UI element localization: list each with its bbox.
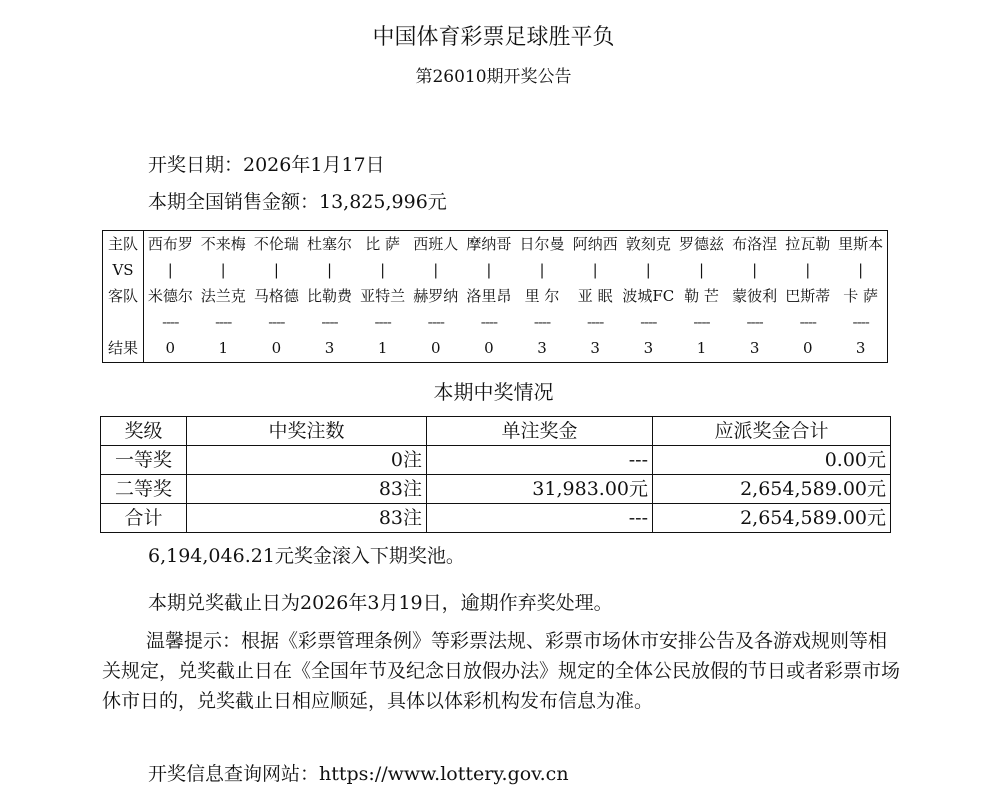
separator-dash: ---- bbox=[427, 312, 444, 331]
away-team: 巴斯蒂 bbox=[785, 286, 831, 305]
match-result: 0 bbox=[802, 339, 813, 357]
draw-date: 开奖日期：2026年1月17日 bbox=[148, 154, 385, 176]
sales-amount: 本期全国销售金额：13,825,996元 bbox=[148, 191, 447, 213]
home-team: 拉瓦勒 bbox=[785, 234, 831, 253]
home-team: 杜塞尔 bbox=[306, 234, 352, 253]
prize-level: 合计 bbox=[101, 504, 187, 533]
match-result: 3 bbox=[855, 339, 866, 357]
separator-dash: ---- bbox=[268, 312, 285, 331]
away-team: 卡 萨 bbox=[843, 286, 879, 305]
vs-mark: | bbox=[752, 260, 758, 279]
match-result: 0 bbox=[484, 339, 494, 357]
match-result: 0 bbox=[431, 339, 441, 357]
separator-dash: ---- bbox=[215, 312, 232, 331]
separator-dash: ---- bbox=[480, 312, 498, 331]
home-team: 里斯本 bbox=[838, 234, 884, 253]
prize-header-row bbox=[101, 417, 891, 446]
vs-label: VS bbox=[103, 257, 144, 283]
home-team: 西班人 bbox=[413, 234, 459, 253]
separator-dash: ---- bbox=[321, 312, 338, 331]
prize-count: 83注 bbox=[187, 475, 427, 504]
vs-mark: | bbox=[433, 260, 439, 279]
away-team: 亚特兰 bbox=[360, 286, 406, 305]
prize-table bbox=[100, 416, 891, 533]
vs-mark: | bbox=[805, 260, 811, 279]
home-team: 西布罗 bbox=[147, 234, 193, 253]
match-result: 1 bbox=[218, 339, 228, 357]
vs-mark: | bbox=[645, 260, 651, 279]
draw-number: 第26010期开奖公告 bbox=[415, 67, 572, 87]
separator-dash: ---- bbox=[746, 312, 763, 331]
away-team: 里 尔 bbox=[524, 286, 560, 305]
separator-dash: ---- bbox=[374, 312, 391, 331]
away-team: 比勒费 bbox=[306, 286, 352, 305]
vs-mark: | bbox=[698, 260, 704, 279]
vs-mark: | bbox=[220, 260, 226, 279]
separator-dash: ---- bbox=[533, 312, 551, 331]
prize-total: 2,654,589.00元 bbox=[653, 504, 891, 533]
notice-text: 温馨提示：根据《彩票管理条例》等彩票法规、彩票市场休市安排公告及各游戏规则等相关规定，兑奖截止日在《全国年节及纪念日放假办法》规定的全体公民放假的节日或者彩票市场休市日的，兑奖截止日相应顺延，具体以体彩机构发布信息为准。 bbox=[102, 630, 901, 712]
match-result: 3 bbox=[643, 339, 654, 357]
match-result: 0 bbox=[271, 339, 282, 357]
prize-total: 0.00元 bbox=[653, 446, 891, 475]
away-team: 米德尔 bbox=[147, 286, 193, 305]
result-label: 结果 bbox=[103, 335, 144, 363]
deadline-text: 本期兑奖截止日为2026年3月19日，逾期作弃奖处理。 bbox=[148, 592, 613, 614]
match-result: 1 bbox=[696, 339, 707, 357]
dash-label-cell bbox=[103, 309, 144, 335]
vs-mark: | bbox=[539, 260, 545, 279]
separator-dash: ---- bbox=[799, 312, 816, 331]
vs-mark: | bbox=[167, 260, 173, 279]
header-count: 中奖注数 bbox=[187, 417, 427, 446]
match-result: 3 bbox=[590, 339, 600, 357]
vs-mark: | bbox=[273, 260, 279, 279]
vs-mark: | bbox=[380, 260, 386, 279]
prize-section-title: 本期中奖情况 bbox=[433, 380, 554, 404]
prize-single: 31,983.00元 bbox=[427, 475, 653, 504]
away-team: 蒙彼利 bbox=[732, 286, 778, 305]
match-result: 3 bbox=[324, 339, 335, 357]
match-result: 1 bbox=[377, 339, 388, 357]
away-label: 客队 bbox=[103, 283, 144, 309]
home-team: 摩纳哥 bbox=[466, 234, 512, 253]
prize-level: 一等奖 bbox=[101, 446, 187, 475]
vs-mark: | bbox=[486, 260, 492, 279]
prize-row-sum bbox=[101, 504, 891, 533]
prize-row-second bbox=[101, 475, 891, 504]
prize-count: 83注 bbox=[187, 504, 427, 533]
vs-mark: | bbox=[592, 260, 598, 279]
header-total: 应派奖金合计 bbox=[653, 417, 891, 446]
website-text: 开奖信息查询网站：https://www.lottery.gov.cn bbox=[148, 763, 569, 785]
prize-row-first bbox=[101, 446, 891, 475]
prize-single: --- bbox=[427, 446, 653, 475]
separator-dash: ---- bbox=[852, 312, 869, 331]
separator-dash: ---- bbox=[640, 312, 657, 331]
page-title: 中国体育彩票足球胜平负 bbox=[372, 25, 615, 50]
home-team: 敦刻克 bbox=[625, 234, 671, 253]
home-team: 日尔曼 bbox=[519, 234, 565, 253]
away-team: 波城FC bbox=[622, 286, 675, 305]
away-team: 赫罗纳 bbox=[413, 286, 459, 305]
home-team: 罗德兹 bbox=[678, 234, 724, 253]
separator-dash: ---- bbox=[162, 312, 179, 331]
match-result: 0 bbox=[165, 339, 176, 357]
separator-dash: ---- bbox=[693, 312, 710, 331]
header-single: 单注奖金 bbox=[427, 417, 653, 446]
away-team: 亚 眠 bbox=[577, 286, 613, 305]
vs-mark: | bbox=[326, 260, 333, 279]
match-result: 3 bbox=[749, 339, 760, 357]
prize-single: --- bbox=[427, 504, 653, 533]
home-team: 不来梅 bbox=[200, 234, 246, 253]
match-result: 3 bbox=[537, 339, 547, 357]
away-team: 马格德 bbox=[253, 286, 299, 305]
home-team: 布洛涅 bbox=[732, 234, 778, 253]
away-team: 洛里昂 bbox=[466, 286, 512, 305]
home-team: 阿纳西 bbox=[572, 234, 618, 253]
away-team: 勒 芒 bbox=[684, 286, 719, 305]
home-label: 主队 bbox=[103, 231, 144, 258]
home-team: 比 萨 bbox=[365, 234, 401, 253]
header-level: 奖级 bbox=[101, 417, 187, 446]
home-team: 不伦瑞 bbox=[253, 234, 299, 253]
away-team: 法兰克 bbox=[200, 286, 246, 305]
prize-total: 2,654,589.00元 bbox=[653, 475, 891, 504]
rollover-text: 6,194,046.21元奖金滚入下期奖池。 bbox=[148, 545, 465, 567]
prize-level: 二等奖 bbox=[101, 475, 187, 504]
vs-mark: | bbox=[858, 260, 864, 279]
prize-count: 0注 bbox=[187, 446, 427, 475]
separator-dash: ---- bbox=[587, 312, 604, 331]
match-table bbox=[102, 230, 888, 363]
